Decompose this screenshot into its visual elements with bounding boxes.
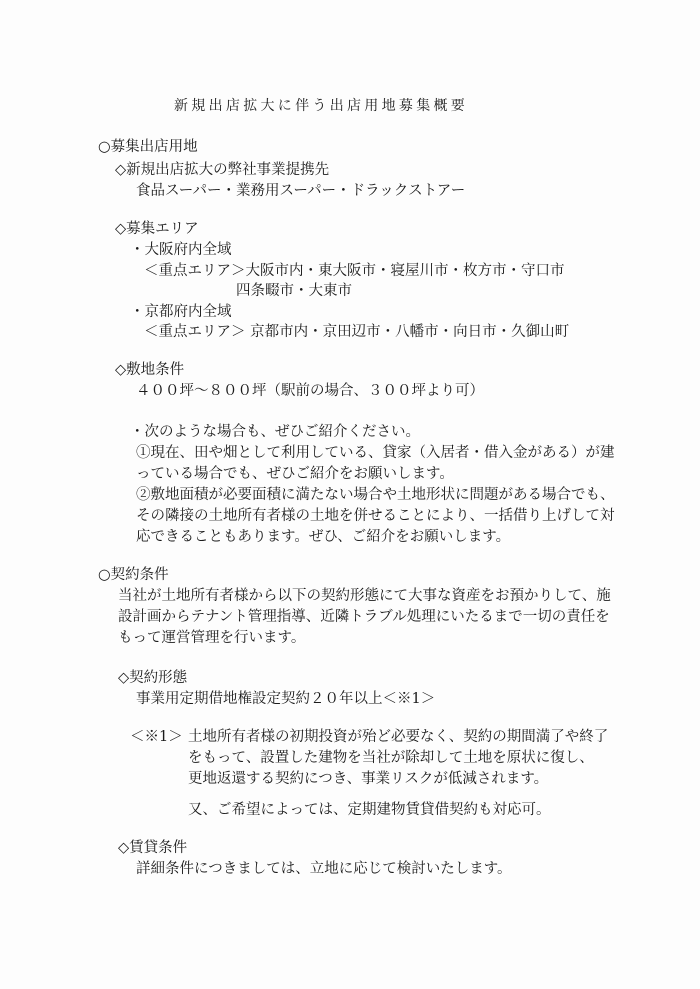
osaka-area-label: ・大阪府内全域 bbox=[130, 242, 232, 258]
land-note-intro: ・次のような場合も、ぜひご紹介ください。 bbox=[130, 424, 420, 440]
contract-note-2: をもって、設置した建物を当社が除却して土地を原状に復し、 bbox=[188, 750, 594, 766]
contract-desc-2: 設計画からテナント管理指導、近隣トラブル処理にいたるまで一切の責任を bbox=[118, 609, 610, 625]
land-note-2a: ②敷地面積が必要面積に満たない場合や土地形状に問題がある場合でも、 bbox=[136, 487, 615, 503]
land-note-1a: ①現在、田や畑として利用している、貸家（入居者・借入金がある）が建 bbox=[136, 445, 615, 461]
kyoto-focus-line: ＜重点エリア＞ 京都市内・京田辺市・八幡市・向日市・久御山町 bbox=[144, 324, 570, 340]
land-heading: ◇敷地条件 bbox=[115, 362, 185, 378]
section-heading-site: ○募集出店用地 bbox=[98, 139, 198, 155]
lease-text: 詳細条件につきましては、立地に応じて検討いたします。 bbox=[136, 861, 512, 877]
document-title: 新規出店拡大に伴う出店用地募集概要 bbox=[174, 98, 469, 114]
contract-desc-1: 当社が土地所有者様から以下の契約形態にて大事な資産をお預かりして、施 bbox=[118, 588, 611, 604]
contract-alt: 又、ご希望によっては、定期建物賃貸借契約も対応可。 bbox=[188, 802, 551, 818]
contract-form-text: 事業用定期借地権設定契約２０年以上＜※1＞ bbox=[136, 691, 436, 707]
osaka-focus-line-2: 四条畷市・大東市 bbox=[236, 283, 352, 299]
kyoto-area-label: ・京都府内全域 bbox=[130, 304, 232, 320]
area-heading: ◇募集エリア bbox=[115, 221, 199, 237]
contract-note-label: ＜※1＞ bbox=[130, 729, 183, 745]
contract-note-3: 更地返還する契約につき、事業リスクが低減されます。 bbox=[188, 771, 549, 787]
contract-desc-3: もって運営管理を行います。 bbox=[118, 630, 306, 646]
partner-text: 食品スーパー・業務用スーパー・ドラックストアー bbox=[136, 183, 466, 199]
land-note-1b: っている場合でも、ぜひご紹介をお願いします。 bbox=[136, 466, 454, 482]
land-size: ４００坪～８００坪（駅前の場合、３００坪より可） bbox=[136, 383, 484, 399]
contract-note-1: 土地所有者様の初期投資が殆ど必要なく、契約の期間満了や終了 bbox=[188, 729, 609, 745]
contract-form-heading: ◇契約形態 bbox=[118, 670, 188, 686]
land-note-2b: その隣接の土地所有者様の土地を併せることにより、一括借り上げして対 bbox=[136, 508, 615, 524]
land-note-2c: 応できることもあります。ぜひ、ご紹介をお願いします。 bbox=[136, 529, 511, 545]
partner-heading: ◇新規出店拡大の弊社事業提携先 bbox=[115, 162, 330, 178]
section-heading-contract: ○契約条件 bbox=[98, 567, 169, 583]
osaka-focus-line-1: ＜重点エリア＞大阪市内・東大阪市・寝屋川市・枚方市・守口市 bbox=[144, 263, 565, 279]
lease-heading: ◇賃貸条件 bbox=[118, 840, 188, 856]
